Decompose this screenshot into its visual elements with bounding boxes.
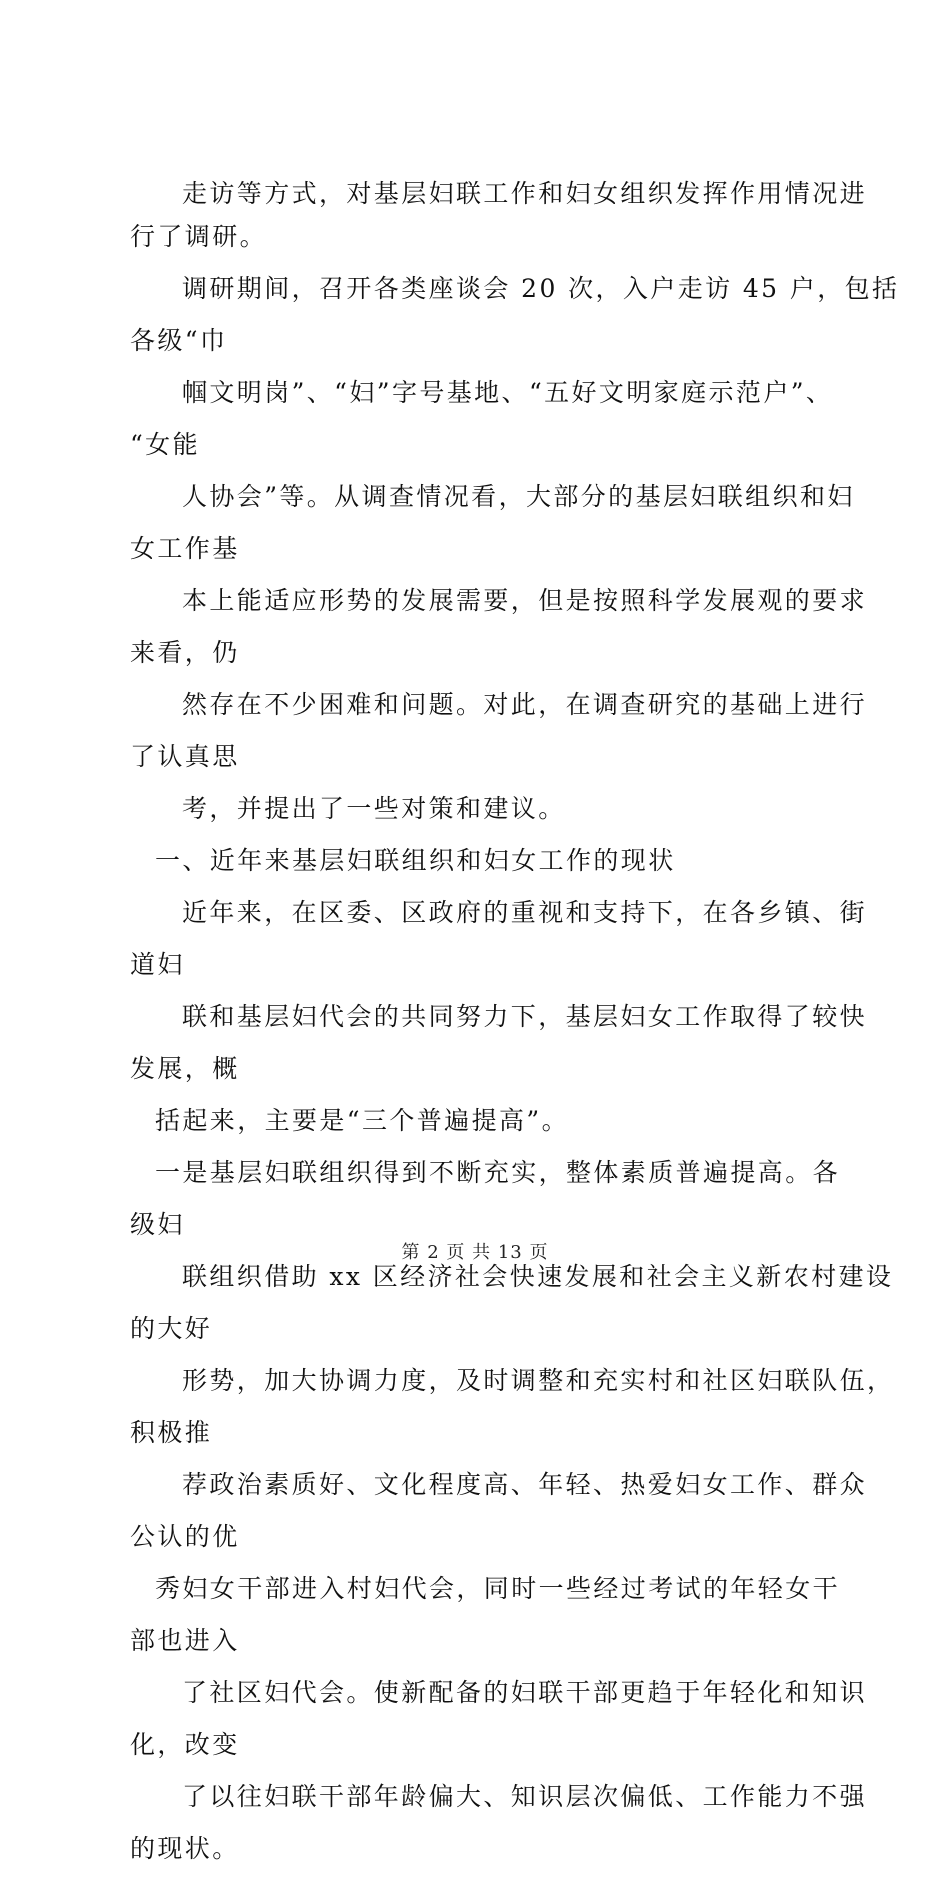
text-line: 本上能适应形势的发展需要，但是按照科学发展观的要求 [182,586,868,615]
text-line: 一是基层妇联组织得到不断充实，整体素质普遍提高。各 [155,1158,841,1187]
text-line: 的大好 [130,1314,213,1343]
text-line: 的现状。 [130,1834,240,1863]
text-line: 联组织借助 xx 区经济社会快速发展和社会主义新农村建设 [182,1262,894,1291]
text-line: 了以往妇联干部年龄偏大、知识层次偏低、工作能力不强 [182,1782,868,1811]
text-line: 了认真思 [130,742,240,771]
text-line: 调研期间，召开各类座谈会 20 次，入户走访 45 户，包括 [182,274,900,303]
page-number-footer: 第 2 页 共 13 页 [401,1242,549,1263]
text-line: 部也进入 [130,1626,240,1655]
text-line: 帼文明岗”、“妇”字号基地、“五好文明家庭示范户”、 [182,378,834,407]
text-line: 行了调研。 [130,222,268,251]
text-line: 公认的优 [130,1522,240,1551]
text-line: 近年来，在区委、区政府的重视和支持下，在各乡镇、街 [182,898,868,927]
text-line: 括起来，主要是“三个普遍提高”。 [155,1106,569,1135]
document-body [130,172,900,1879]
text-line: 女工作基 [130,534,240,563]
text-line: 然存在不少困难和问题。对此，在调查研究的基础上进行 [182,690,868,719]
text-line: 来看，仍 [130,638,240,667]
text-line: 人协会”等。从调查情况看，大部分的基层妇联组织和妇 [182,482,855,511]
text-line: 道妇 [130,950,185,979]
text-line: 形势，加大协调力度，及时调整和充实村和社区妇联队伍， [182,1366,895,1395]
section-heading: 一、近年来基层妇联组织和妇女工作的现状 [155,846,676,875]
text-line: 了社区妇代会。使新配备的妇联干部更趋于年轻化和知识 [182,1678,868,1707]
text-line: 积极推 [130,1418,213,1447]
text-line: 荐政治素质好、文化程度高、年轻、热爱妇女工作、群众 [182,1470,868,1499]
text-line: “女能 [130,430,200,459]
text-line: 化，改变 [130,1730,240,1759]
text-line: 发展，概 [130,1054,240,1083]
text-line: 各级“巾 [130,326,228,355]
text-line: 级妇 [130,1210,185,1239]
text-line: 考，并提出了一些对策和建议。 [182,794,566,823]
text-line: 联和基层妇代会的共同努力下，基层妇女工作取得了较快 [182,1002,868,1031]
text-line: 秀妇女干部进入村妇代会，同时一些经过考试的年轻女干 [155,1574,841,1603]
text-line: 走访等方式，对基层妇联工作和妇女组织发挥作用情况进 [182,179,868,208]
